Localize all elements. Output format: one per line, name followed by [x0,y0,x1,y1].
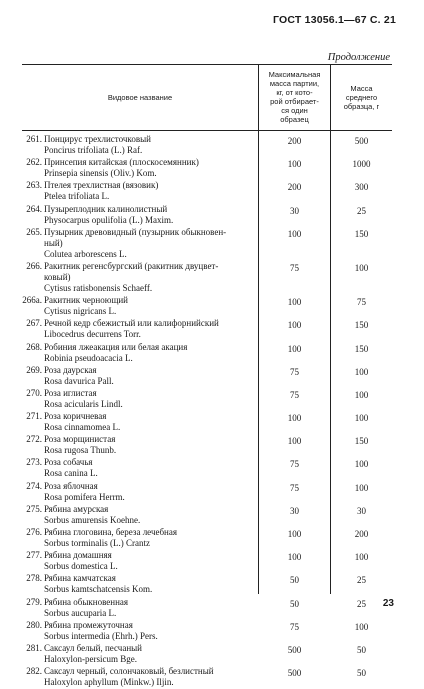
row-number: 267. [26,318,42,329]
max-batch-mass-value: 75 [290,262,299,273]
table-row [22,457,392,480]
row-number: 261. [26,134,42,144]
row-number: 275. [26,503,42,514]
header-species-name: Видовое название [107,92,173,102]
row-number: 268. [26,341,42,352]
table-row [22,481,392,504]
species-name: Птелея трехлистная (вязовик) Ptelea trifoliata L. [44,180,159,202]
species-name: Робиния лжеакация или белая акация Robinia pseudoacacia L. [44,341,188,363]
table-row [22,573,392,596]
species-name: Роза морщинистая Rosa rugosa Thunb. [44,434,117,456]
row-number: 278. [26,573,42,584]
max-batch-mass-value: 75 [290,459,299,470]
average-sample-mass-value: 500 [354,136,369,146]
average-sample-mass-value: 150 [354,320,369,331]
max-batch-mass-value: 100 [287,552,302,563]
average-sample-mass-value: 100 [354,459,369,470]
header-max-batch-mass: Максимальная масса партии, кг, от кото- рой отбирает- ся один образец [268,70,321,124]
table-row [22,643,392,666]
species-name: Саксаул белый, песчаный Haloxylon-persicum Bge. [44,642,142,664]
species-name: Понцирус трехлисточковый Poncirus trifoliata (L.) Raf. [44,134,151,155]
average-sample-mass-value: 75 [357,297,366,308]
average-sample-mass-value: 300 [354,182,369,193]
row-number: 269. [26,364,42,375]
average-sample-mass-value: 100 [354,482,369,493]
max-batch-mass-value: 100 [287,297,302,308]
max-batch-mass-value: 100 [287,320,302,331]
row-number: 276. [26,527,42,537]
max-batch-mass-value: 500 [287,668,302,679]
species-name: Рябина глоговина, береза лечебная Sorbus torminalis (L.) Crantz [44,527,178,548]
average-sample-mass-value: 1000 [352,159,371,170]
table-body [22,134,392,689]
average-sample-mass-value: 200 [354,529,369,539]
average-sample-mass-value: 50 [357,644,366,655]
species-name: Пузырник древовидный (пузырник обыкновен- ный) Colutea arborescens L. [44,226,227,259]
table-row [22,204,392,227]
max-batch-mass-value: 100 [287,343,302,354]
average-sample-mass-value: 150 [354,228,369,239]
row-number: 279. [26,596,42,607]
species-name: Рябина промежуточная Sorbus intermedia (Ehrh.) Pers. [44,619,158,641]
average-sample-mass-value: 25 [357,598,366,609]
table-row [22,504,392,527]
table-row [22,365,392,388]
row-number: 280. [26,619,42,630]
species-name: Пузыреплодник калинолистный Physocarpus opulifolia (L.) Maxim. [44,203,174,225]
species-name: Рябина обыкновенная Sorbus aucuparia L. [44,596,129,618]
standard-header: ГОСТ 13056.1—67 С. 21 [273,14,396,26]
average-sample-mass-value: 100 [354,413,369,424]
table-row [22,620,392,643]
table-row [22,295,392,318]
average-sample-mass-value: 100 [354,552,369,563]
table-row [22,180,392,203]
row-number: 281. [26,642,42,653]
species-name: Речной кедр сбежистый или калифорнийский Libocedrus decurrens Torr. [44,318,219,340]
table-row [22,411,392,434]
species-name: Роза даурская Rosa davurica Pall. [44,364,114,386]
max-batch-mass-value: 75 [290,366,299,377]
max-batch-mass-value: 100 [287,529,302,539]
row-number: 266. [26,260,42,271]
max-batch-mass-value: 30 [290,505,299,516]
header-average-sample-mass: Масса среднего образца, г [343,83,380,111]
average-sample-mass-value: 100 [354,621,369,632]
table-row [22,666,392,689]
average-sample-mass-value: 100 [354,366,369,377]
row-number: 262. [26,157,42,168]
species-name: Роза иглистая Rosa acicularis Lindl. [44,387,123,409]
max-batch-mass-value: 100 [287,436,302,447]
species-name: Рябина амурская Sorbus amurensis Koehne. [44,503,141,525]
max-batch-mass-value: 100 [287,413,302,424]
table-row [22,342,392,365]
page-number: 23 [382,598,394,609]
max-batch-mass-value: 200 [287,136,302,146]
row-number: 263. [26,180,42,191]
max-batch-mass-value: 100 [287,228,302,239]
species-name: Рябина домашняя Sorbus domestica L. [44,550,118,572]
max-batch-mass-value: 50 [290,598,299,609]
average-sample-mass-value: 25 [357,205,366,216]
row-number: 264. [26,203,42,214]
table-row [22,434,392,457]
row-number: 265. [26,226,42,237]
max-batch-mass-value: 75 [290,621,299,632]
row-number: 274. [26,480,42,491]
species-name: Принсепия китайская (плоскосемянник) Prinsepia sinensis (Oliv.) Kom. [44,157,199,179]
max-batch-mass-value: 75 [290,389,299,400]
max-batch-mass-value: 75 [290,482,299,493]
average-sample-mass-value: 25 [357,575,366,586]
table-row [22,261,392,295]
table-row [22,527,392,550]
continuation-label: Продолжение [327,52,390,63]
table-header-rule [22,130,392,131]
row-number: 273. [26,457,42,468]
average-sample-mass-value: 30 [357,505,366,516]
species-name: Рябина камчатская Sorbus kamtschatcensis Kom. [44,573,153,595]
average-sample-mass-value: 150 [354,436,369,447]
species-name: Роза коричневая Rosa cinnamomea L. [44,411,121,433]
average-sample-mass-value: 100 [354,262,369,273]
species-name: Роза яблочная Rosa pomifera Herrm. [44,480,125,502]
species-name: Ракитник черноющий Cytisus nigricans L. [44,295,129,317]
average-sample-mass-value: 100 [354,389,369,400]
table-row [22,227,392,261]
max-batch-mass-value: 100 [287,159,302,170]
table-row [22,318,392,341]
average-sample-mass-value: 150 [354,343,369,354]
max-batch-mass-value: 30 [290,205,299,216]
row-number: 271. [26,411,42,422]
average-sample-mass-value: 50 [357,668,366,679]
max-batch-mass-value: 50 [290,575,299,586]
species-name: Ракитник регенсбургский (ракитник двуцвет- ковый) Cytisus ratisbonensis Schaeff. [44,260,219,293]
row-number: 277. [26,550,42,561]
species-name: Саксаул черный, солончаковый, безлистный Haloxylon aphyllum (Minkw.) Iljin. [44,666,214,688]
table-row [22,134,392,157]
row-number: 282. [26,666,42,677]
table-row [22,388,392,411]
max-batch-mass-value: 500 [287,644,302,655]
row-number: 270. [26,387,42,398]
table-row [22,157,392,180]
row-number: 272. [26,434,42,445]
row-number: 266а. [22,295,42,306]
max-batch-mass-value: 200 [287,182,302,193]
species-name: Роза собачья Rosa canina L. [44,457,98,479]
table-row [22,597,392,620]
table-row [22,550,392,573]
